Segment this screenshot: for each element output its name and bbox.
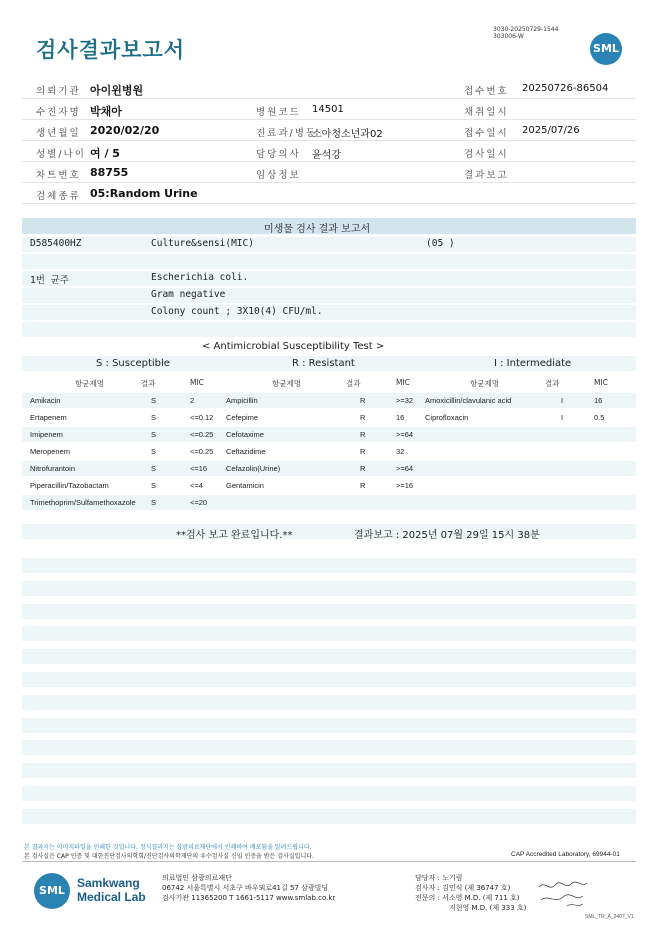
band bbox=[22, 254, 636, 269]
info-label: 진료과/병동 bbox=[256, 128, 318, 139]
ast-mic: 16 bbox=[396, 413, 405, 422]
sml-logo: SML bbox=[590, 33, 622, 65]
ast-result: R bbox=[360, 396, 366, 405]
info-row bbox=[22, 183, 636, 204]
ast-result: S bbox=[151, 430, 157, 439]
info-value: 88755 bbox=[90, 166, 129, 179]
lab-phone: 검사기관 11365200 T 1661-5117 www.smlab.co.kr bbox=[162, 894, 336, 902]
info-value: 여 / 5 bbox=[90, 147, 120, 160]
ast-mic: <=0.25 bbox=[190, 447, 214, 456]
ast-col-mic: MIC bbox=[594, 378, 608, 387]
colony-count: Colony count ; 3X10(4) CFU/ml. bbox=[151, 306, 323, 317]
info-label: 차트번호 bbox=[36, 170, 81, 181]
footer-note-print: 본 결과지는 이미지파일을 인쇄한 것입니다. 정식결과지는 삼광의료재단에서 인쇄하여 배포됨을 알려드립니다. bbox=[24, 844, 312, 851]
report-datetime: 결과보고 : 2025년 07월 29일 15시 38분 bbox=[354, 530, 540, 541]
ast-result: R bbox=[360, 481, 366, 490]
info-label: 수진자명 bbox=[36, 107, 81, 118]
ast-result: S bbox=[151, 481, 157, 490]
ast-drug: Cefepime bbox=[226, 413, 259, 422]
table-row bbox=[22, 461, 636, 476]
ast-drug: Ertapenem bbox=[30, 413, 67, 422]
band bbox=[22, 740, 636, 755]
band bbox=[22, 672, 636, 687]
info-label: 의뢰기관 bbox=[36, 86, 81, 97]
ast-mic: 32 bbox=[396, 447, 405, 456]
band bbox=[22, 305, 636, 320]
report-complete: **검사 보고 완료입니다.** bbox=[176, 530, 293, 541]
info-value: 05:Random Urine bbox=[90, 187, 198, 200]
band bbox=[22, 524, 636, 539]
ast-result: S bbox=[151, 464, 157, 473]
ast-result: R bbox=[360, 447, 366, 456]
info-value: 윤석강 bbox=[312, 150, 341, 161]
info-value: 2020/02/20 bbox=[90, 124, 160, 137]
ast-drug: Cefazolin(Urine) bbox=[226, 464, 281, 473]
ast-mic: <=0.12 bbox=[190, 413, 214, 422]
organism-label: 1번 균주 bbox=[30, 275, 69, 286]
form-code: SML_TR_A_2407_V1 bbox=[585, 914, 634, 920]
ast-drug: Ciprofloxacin bbox=[425, 413, 469, 422]
ast-result: R bbox=[360, 430, 366, 439]
ast-result: S bbox=[151, 498, 157, 507]
ast-mic: <=0.25 bbox=[190, 430, 214, 439]
band bbox=[22, 271, 636, 286]
info-label: 검사일시 bbox=[464, 149, 509, 160]
band bbox=[22, 649, 636, 664]
specialist-2: 지현영 M.D. (제 333 호) bbox=[449, 904, 527, 912]
signature-image bbox=[537, 878, 597, 910]
divider bbox=[22, 861, 636, 862]
band bbox=[22, 626, 636, 641]
ast-drug: Ampicillin bbox=[226, 396, 258, 405]
lab-address: 06742 서울특별시 서초구 바우뫼로41길 57 삼광빌딩 bbox=[162, 884, 329, 892]
manager: 담당자 : 노기림 bbox=[415, 874, 463, 882]
band bbox=[22, 237, 636, 252]
band bbox=[22, 604, 636, 619]
document-number: 3030-20250729-1544 303006-W bbox=[493, 26, 559, 40]
ast-mic: <=16 bbox=[190, 464, 208, 473]
info-label: 임상정보 bbox=[256, 170, 301, 181]
ast-drug: Trimethoprim/Sulfamethoxazole bbox=[30, 498, 136, 507]
ast-col-result: 결과 bbox=[346, 379, 361, 388]
info-label: 접수일시 bbox=[464, 128, 509, 139]
legend-susceptible: S : Susceptible bbox=[96, 358, 170, 369]
ast-result: S bbox=[151, 396, 157, 405]
info-label: 병원코드 bbox=[256, 107, 301, 118]
lab-org: 의료법인 삼광의료재단 bbox=[162, 874, 232, 882]
band bbox=[22, 322, 636, 337]
ast-drug: Gentamicin bbox=[226, 481, 264, 490]
ast-title: < Antimicrobial Susceptibility Test > bbox=[202, 341, 385, 352]
micro-title: 미생물 검사 결과 보고서 bbox=[264, 224, 371, 235]
footer-note-accreditation: 본 검사실은 CAP 인증 및 대한진단검사의학회/진단검사의학재단의 우수검사실 신임 인증을 받은 검사실입니다. bbox=[24, 853, 314, 860]
ast-result: I bbox=[561, 413, 564, 422]
specialist-1: 전문의 : 서소영 M.D. (제 711 호) bbox=[415, 894, 520, 902]
ast-result: R bbox=[360, 413, 366, 422]
ast-mic: 16 bbox=[594, 396, 603, 405]
band bbox=[22, 581, 636, 596]
band bbox=[22, 718, 636, 733]
ast-mic: >=32 bbox=[396, 396, 414, 405]
ast-col-mic: MIC bbox=[396, 378, 410, 387]
band bbox=[22, 809, 636, 824]
cap-accreditation: CAP Accredited Laboratory, 69944-01 bbox=[511, 851, 620, 858]
ast-drug: Cefotaxime bbox=[226, 430, 264, 439]
band bbox=[22, 288, 636, 303]
ast-mic: 2 bbox=[190, 396, 195, 405]
micro-test: Culture&sensi(MIC) bbox=[151, 238, 254, 249]
ast-mic: <=20 bbox=[190, 498, 208, 507]
info-row bbox=[22, 120, 636, 141]
ast-result: I bbox=[561, 396, 564, 405]
info-label: 담당의사 bbox=[256, 149, 301, 160]
info-row bbox=[22, 99, 636, 120]
band bbox=[22, 763, 636, 778]
page-title: 검사결과보고서 bbox=[36, 38, 186, 62]
organism-name: Escherichia coli. bbox=[151, 272, 249, 283]
info-value: 20250726-86504 bbox=[522, 83, 609, 94]
ast-result: R bbox=[360, 464, 366, 473]
info-label: 검체종류 bbox=[36, 191, 81, 202]
lab-name: Samkwang Medical Lab bbox=[77, 876, 146, 904]
ast-result: S bbox=[151, 413, 157, 422]
ast-result: S bbox=[151, 447, 157, 456]
info-row bbox=[22, 78, 636, 99]
ast-col-drug: 항균제명 bbox=[272, 379, 301, 388]
legend-intermediate: I : Intermediate bbox=[494, 358, 572, 369]
info-row bbox=[22, 162, 636, 183]
band bbox=[22, 786, 636, 801]
info-label: 접수번호 bbox=[464, 86, 509, 97]
ast-drug: Piperacillin/Tazobactam bbox=[30, 481, 109, 490]
info-value: 소아청소년과02 bbox=[312, 129, 383, 140]
tester: 검사자 : 김민식 (제 36747 호) bbox=[415, 884, 511, 892]
ast-col-drug: 항균제명 bbox=[470, 379, 499, 388]
gram-stain: Gram negative bbox=[151, 289, 226, 300]
info-label: 성별/나이 bbox=[36, 149, 86, 160]
micro-code: D585400HZ bbox=[30, 238, 82, 249]
ast-drug: Meropenem bbox=[30, 447, 71, 456]
patient-info bbox=[22, 78, 636, 204]
lab-logo: SML bbox=[34, 873, 70, 909]
specimen-number: (05 ) bbox=[426, 238, 455, 249]
ast-drug: Amikacin bbox=[30, 396, 61, 405]
info-label: 결과보고 bbox=[464, 170, 509, 181]
ast-col-mic: MIC bbox=[190, 378, 204, 387]
ast-drug: Amoxicillin/clavulanic acid bbox=[425, 396, 512, 405]
ast-mic: >=64 bbox=[396, 464, 414, 473]
ast-col-result: 결과 bbox=[141, 379, 156, 388]
info-value: 14501 bbox=[312, 104, 344, 115]
info-value: 아이윈병원 bbox=[90, 84, 144, 97]
info-label: 채취일시 bbox=[464, 107, 509, 118]
ast-mic: <=4 bbox=[190, 481, 203, 490]
ast-col-drug: 항균제명 bbox=[75, 379, 104, 388]
band bbox=[22, 558, 636, 573]
ast-mic: >=64 bbox=[396, 430, 414, 439]
ast-col-result: 결과 bbox=[545, 379, 560, 388]
info-value: 2025/07/26 bbox=[522, 125, 580, 136]
table-row bbox=[22, 393, 636, 408]
table-row bbox=[22, 427, 636, 442]
ast-mic: >=16 bbox=[396, 481, 414, 490]
info-row bbox=[22, 141, 636, 162]
ast-drug: Nitrofurantoin bbox=[30, 464, 76, 473]
ast-mic: 0.5 bbox=[594, 413, 605, 422]
ast-drug: Ceftazidime bbox=[226, 447, 266, 456]
ast-drug: Imipenem bbox=[30, 430, 63, 439]
info-value: 박채아 bbox=[90, 105, 122, 118]
legend-resistant: R : Resistant bbox=[292, 358, 355, 369]
band bbox=[22, 695, 636, 710]
info-label: 생년월일 bbox=[36, 128, 81, 139]
